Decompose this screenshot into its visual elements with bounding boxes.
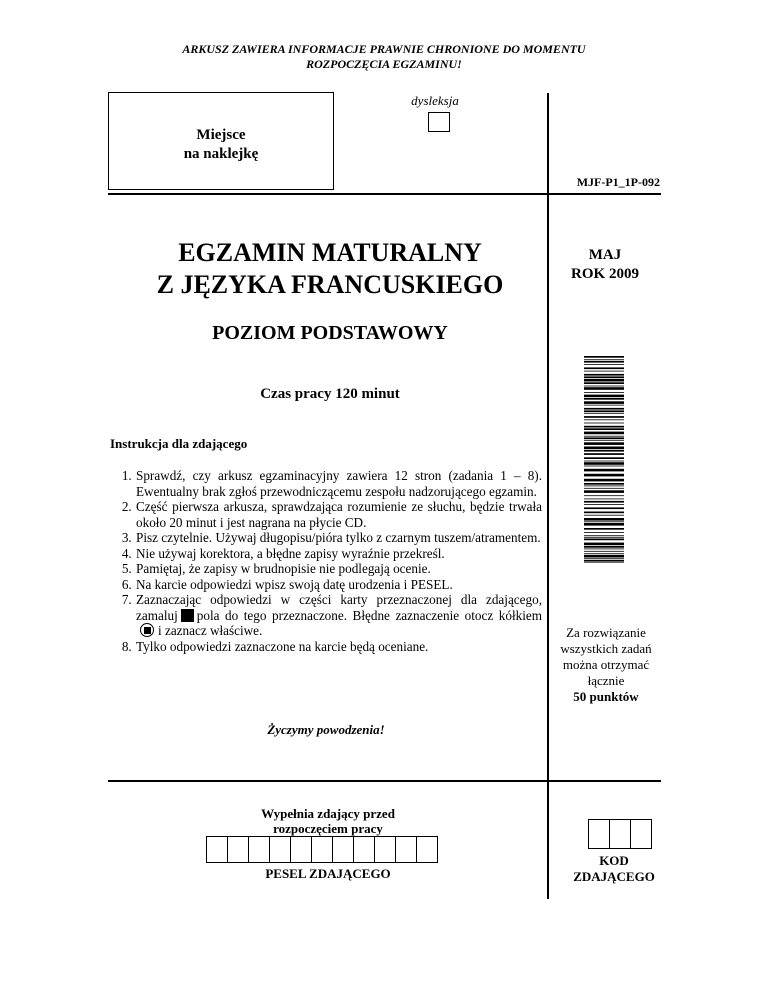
fill-in-label (210, 806, 446, 836)
barcode-bar (584, 560, 624, 562)
filled-square-icon (182, 610, 193, 621)
exam-year: ROK 2009 (571, 266, 639, 282)
kod-digit-box[interactable] (630, 819, 652, 849)
header-divider (108, 193, 661, 195)
barcode-bar (584, 539, 624, 541)
barcode-bar (584, 562, 624, 563)
barcode-bar (584, 457, 624, 459)
barcode-bar (584, 379, 624, 382)
barcode-bar (584, 488, 624, 489)
exam-title-line1: EGZAMIN MATURALNY (178, 238, 482, 267)
barcode-bar (584, 474, 624, 477)
exam-code: MJF-P1_1P-092 (576, 175, 660, 189)
barcode-bar (584, 479, 624, 482)
barcode-bar (584, 419, 624, 420)
barcode-bar (584, 495, 624, 496)
instructions-list (110, 468, 542, 654)
pesel-label: PESEL ZDAJĄCEGO (265, 866, 391, 881)
points-line4: łącznie (587, 673, 625, 688)
barcode-bar (584, 401, 624, 404)
pesel-digit-box[interactable] (206, 836, 228, 863)
barcode-bar (584, 395, 624, 398)
instruction-7-part3: i zaznacz właściwe. (158, 623, 263, 638)
barcode-bar (584, 532, 624, 533)
barcode-bar (584, 416, 624, 418)
exam-title-line2: Z JĘZYKA FRANCUSKIEGO (156, 270, 504, 299)
barcode-bar (584, 423, 624, 424)
barcode-bar (584, 512, 624, 514)
instruction-item: 5. Pamiętaj, że zapisy w brudnopisie nie podlegają ocenie. (135, 561, 542, 577)
sticker-label-line1: Miejsce (196, 127, 246, 143)
barcode-bar (584, 523, 624, 526)
points-line3: można otrzymać (562, 657, 650, 672)
instruction-7-part2: pola do tego przeznaczone. Błędne zaznaczenie otocz kółkiem (196, 607, 542, 623)
exam-time: Czas pracy 120 minut (260, 386, 400, 402)
barcode-bar (584, 410, 624, 412)
kod-label (556, 853, 672, 885)
barcode-bar (584, 518, 624, 521)
barcode-bar (584, 553, 624, 554)
barcode-bar (584, 499, 624, 500)
barcode-bar (584, 405, 624, 406)
barcode-bar (584, 551, 624, 552)
barcode-bar (584, 461, 624, 462)
pesel-digit-box[interactable] (332, 836, 354, 863)
barcode-bar (584, 359, 624, 360)
barcode-bar (584, 549, 624, 550)
barcode-bar (584, 371, 624, 372)
barcode-bar (584, 436, 624, 437)
exam-month: MAJ (588, 247, 622, 263)
instruction-item: 8. Tylko odpowiedzi zaznaczone na karcie będą oceniane. (135, 639, 542, 655)
good-luck-text: Życzymy powodzenia! (267, 722, 385, 737)
exam-level: POZIOM PODSTAWOWY (212, 322, 448, 344)
barcode-bar (584, 398, 624, 400)
barcode-bar (584, 453, 624, 455)
pesel-digit-box[interactable] (416, 836, 438, 863)
barcode-bar (584, 367, 624, 369)
dyslexia-label: dysleksja (411, 93, 459, 108)
barcode-bar (584, 450, 624, 452)
pesel-digit-box[interactable] (311, 836, 333, 863)
barcode-bar (584, 507, 624, 509)
barcode-bar (584, 486, 624, 487)
pesel-digit-box[interactable] (227, 836, 249, 863)
barcode-bar (584, 376, 624, 378)
barcode-bar (584, 382, 624, 384)
points-line1: Za rozwiązanie (566, 625, 646, 640)
kod-label-line1: KOD (599, 853, 629, 868)
pesel-digit-box[interactable] (374, 836, 396, 863)
vertical-divider (547, 93, 549, 899)
barcode-bar (584, 543, 624, 546)
barcode-bar (584, 442, 624, 445)
barcode-image (584, 356, 624, 563)
barcode-bar (584, 537, 624, 538)
barcode-bar (584, 515, 624, 516)
points-info (556, 625, 656, 705)
fill-in-line1: Wypełnia zdający przed (261, 806, 395, 821)
pesel-digit-box[interactable] (395, 836, 417, 863)
instruction-item: 3. Pisz czytelnie. Używaj długopisu/pióra tylko z czarnym tuszem/atramentem. (135, 530, 542, 546)
barcode-bar (584, 374, 624, 376)
pesel-digit-box[interactable] (353, 836, 375, 863)
barcode-bar (584, 504, 624, 505)
barcode-bar (584, 361, 624, 363)
footer-divider (108, 780, 661, 782)
barcode-bar (584, 466, 624, 467)
barcode-bar (584, 546, 624, 548)
kod-input[interactable] (589, 819, 652, 849)
dyslexia-checkbox[interactable] (428, 112, 450, 132)
barcode-bar (584, 356, 624, 358)
barcode-bar (584, 483, 624, 485)
legal-notice-line2: ROZPOCZĘCIA EGZAMINU! (306, 57, 462, 71)
barcode-bar (584, 469, 624, 472)
barcode-bar (584, 364, 624, 365)
points-total: 50 punktów (573, 689, 639, 704)
barcode-bar (584, 408, 624, 410)
fill-in-line2: rozpoczęciem pracy (273, 821, 383, 836)
barcode-bar (584, 386, 624, 387)
barcode-bar (584, 387, 624, 390)
instruction-item: 1. Sprawdź, czy arkusz egzaminacyjny zawiera 12 stron (zadania 1 – 8). Ewentualny brak zgłoś przewodniczącemu zespołu nadzorującego egzamin. (135, 468, 542, 499)
instruction-item: 4. Nie używaj korektora, a błędne zapisy wyraźnie przekreśl. (135, 546, 542, 562)
kod-label-line2: ZDAJĄCEGO (573, 869, 655, 884)
barcode-bar (584, 426, 624, 428)
barcode-bar (584, 521, 624, 522)
instruction-item-7 (135, 592, 542, 639)
barcode-bar (584, 432, 624, 435)
instructions-title: Instrukcja dla zdającego (110, 436, 248, 451)
kod-digit-box[interactable] (588, 819, 610, 849)
pesel-input[interactable] (207, 836, 438, 863)
barcode-bar (584, 555, 624, 558)
barcode-bar (584, 428, 624, 430)
pesel-digit-box[interactable] (290, 836, 312, 863)
pesel-digit-box[interactable] (248, 836, 270, 863)
sticker-label-line2: na naklejkę (183, 146, 259, 162)
barcode-bar (584, 462, 624, 465)
instruction-7-part1: Zaznaczając odpowiedzi w części karty przeznaczonej dla zdającego, zamaluj (136, 592, 542, 623)
instruction-item: 2. Część pierwsza arkusza, sprawdzająca rozumienie ze słuchu, będzie trwała około 20 minut i jest nagrana na płycie CD. (135, 499, 542, 530)
legal-notice (0, 42, 768, 72)
barcode-bar (584, 437, 624, 439)
kod-digit-box[interactable] (609, 819, 631, 849)
barcode-bar (584, 440, 624, 441)
barcode-bar (584, 413, 624, 414)
barcode-bar (584, 535, 624, 536)
barcode-bar (584, 501, 624, 503)
legal-notice-line1: ARKUSZ ZAWIERA INFORMACJE PRAWNIE CHRONIONE DO MOMENTU (182, 42, 586, 56)
circled-square-icon (140, 623, 154, 637)
barcode-bar (584, 528, 624, 530)
exam-title (110, 237, 550, 301)
pesel-digit-box[interactable] (269, 836, 291, 863)
sticker-label (108, 126, 334, 164)
instruction-item: 6. Na karcie odpowiedzi wpisz swoją datę urodzenia i PESEL. (135, 577, 542, 593)
barcode-bar (584, 447, 624, 450)
barcode-bar (584, 392, 624, 393)
barcode-bar (584, 558, 624, 559)
barcode-bar (584, 490, 624, 493)
exam-date (549, 246, 661, 284)
points-line2: wszystkich zadań (560, 641, 652, 656)
